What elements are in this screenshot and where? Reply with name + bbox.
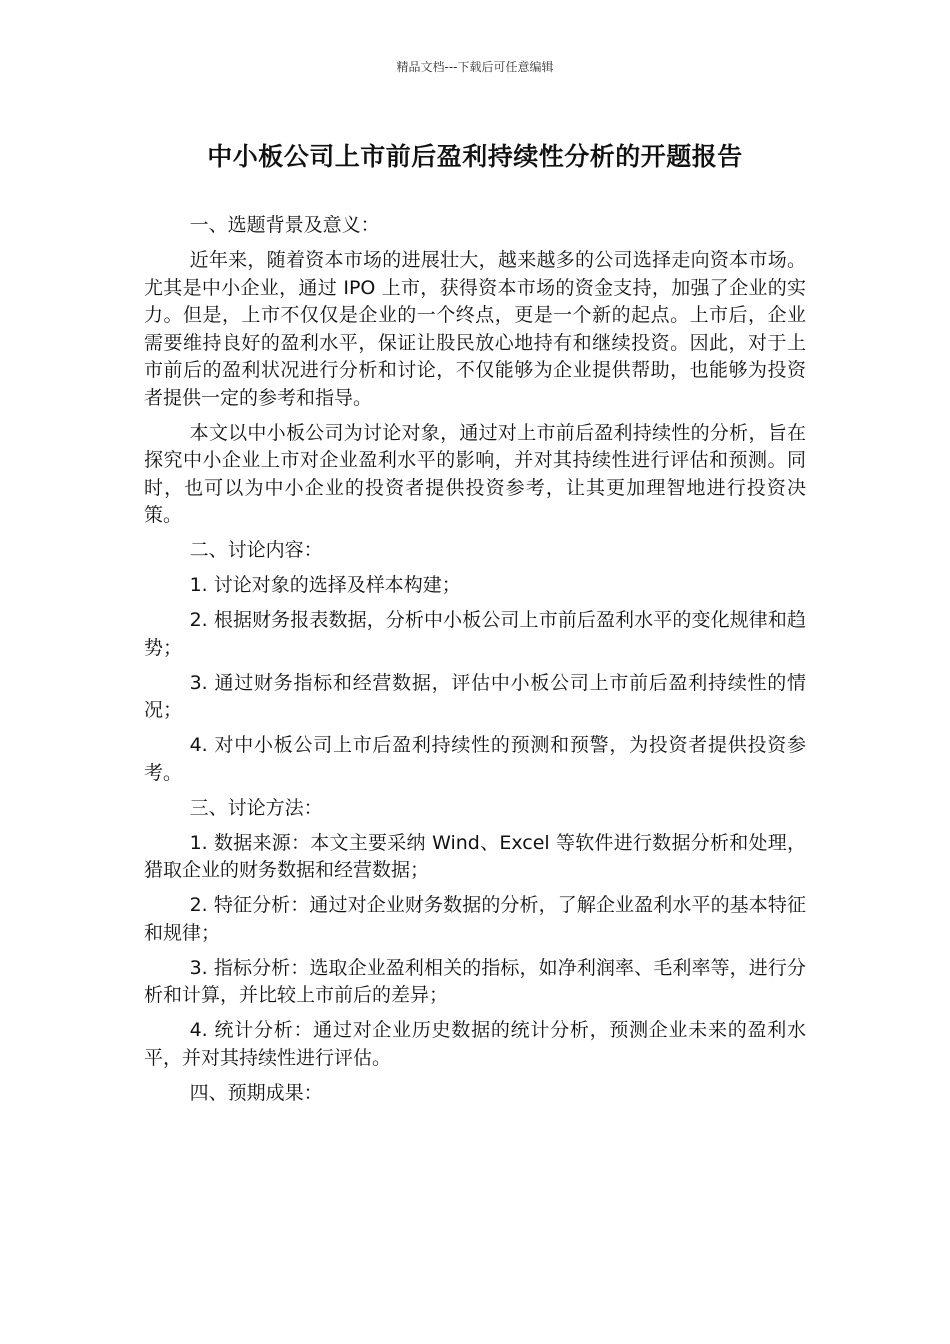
list-item-content-3: 3. 通过财务指标和经营数据，评估中小板公司上市前后盈利持续性的情况； [144, 671, 806, 721]
paragraph-purpose: 本文以中小板公司为讨论对象，通过对上市前后盈利持续性的分析，旨在探究中小企业上市对企业盈利水平的影响，并对其持续性进行评估和预测。同时，也可以为中小企业的投资者提供投资参考，让其更加理智地进行投资决策。 [144, 421, 806, 526]
list-item-method-3: 3. 指标分析：选取企业盈利相关的指标，如净利润率、毛利率等，进行分析和计算，并比较上市前后的差异； [144, 956, 806, 1006]
page-header-note: 精品文档---下载后可任意编辑 [396, 60, 554, 74]
list-item-content-4: 4. 对中小板公司上市后盈利持续性的预测和预警，为投资者提供投资参考。 [144, 734, 806, 784]
document-body [144, 212, 806, 1115]
paragraph-background: 近年来，随着资本市场的进展壮大，越来越多的公司选择走向资本市场。尤其是中小企业，通过 IPO 上市，获得资本市场的资金支持，加强了企业的实力。但是，上市不仅仅是企业的一个终点，更是一个新的起点。上市后，企业需要维持良好的盈利水平，保证让股民放心地持有和继续投资。因此，对于上市前后的盈利状况进行分析和讨论，不仅能够为企业提供帮助，也能够为投资者提供一定的参考和指导。 [144, 249, 806, 409]
list-item-content-2: 2. 根据财务报表数据，分析中小板公司上市前后盈利水平的变化规律和趋势； [144, 609, 806, 659]
section-heading-background: 一、选题背景及意义： [189, 214, 380, 236]
list-item-method-2: 2. 特征分析：通过对企业财务数据的分析，了解企业盈利水平的基本特征和规律； [144, 894, 806, 944]
section-heading-content: 二、讨论内容： [189, 539, 323, 561]
document-title: 中小板公司上市前后盈利持续性分析的开题报告 [207, 142, 743, 171]
list-item-content-1: 1. 讨论对象的选择及样本构建； [189, 574, 461, 596]
list-item-method-1: 1. 数据来源：本文主要采纳 Wind、Excel 等软件进行数据分析和处理，猎取企业的财务数据和经营数据； [144, 831, 806, 881]
list-item-method-4: 4. 统计分析：通过对企业历史数据的统计分析，预测企业未来的盈利水平，并对其持续性进行评估。 [144, 1019, 806, 1069]
section-heading-results: 四、预期成果： [189, 1081, 323, 1104]
section-heading-method: 三、讨论方法： [189, 796, 323, 819]
